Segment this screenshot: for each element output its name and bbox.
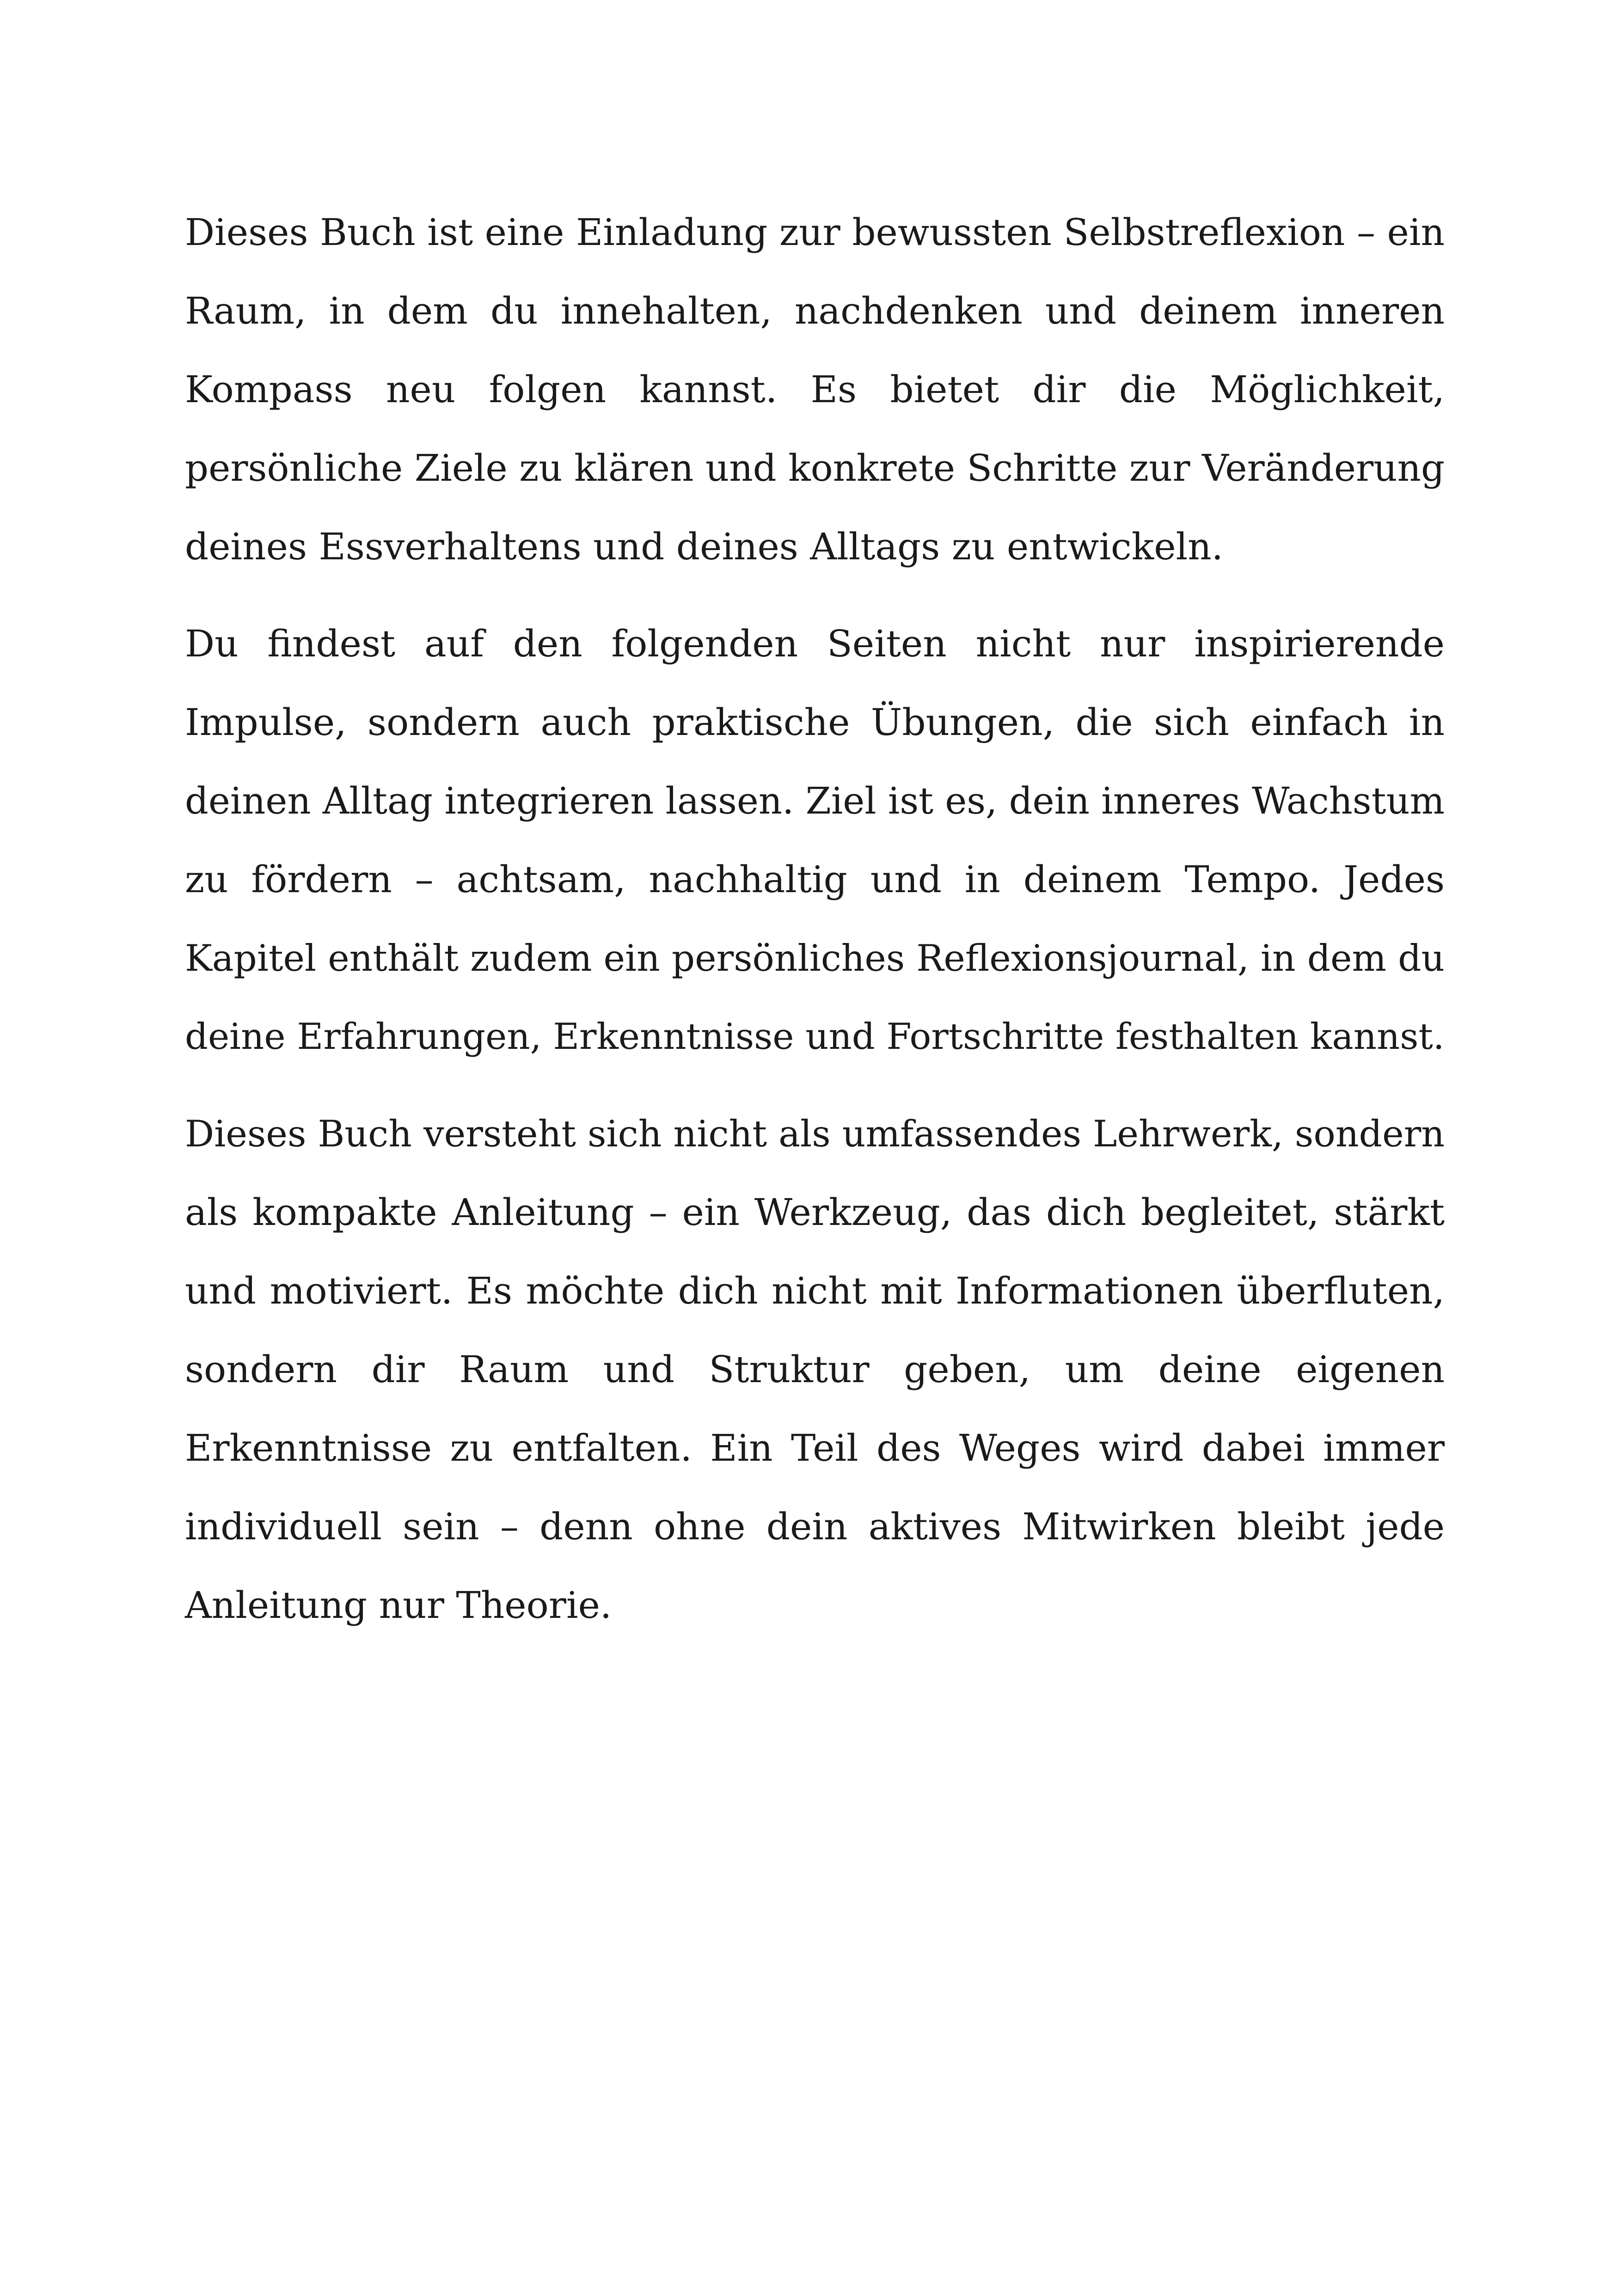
text-line: individuell sein – denn ohne dein aktives Mitwirken bleibt jede bbox=[185, 1505, 1445, 1548]
paragraph-3 bbox=[185, 1095, 1445, 1645]
text-line: deines Essverhaltens und deines Alltags zu entwickeln. bbox=[185, 525, 1224, 568]
text-line: Impulse, sondern auch praktische Übungen, die sich einfach in bbox=[185, 701, 1445, 744]
text-line: persönliche Ziele zu klären und konkrete Schritte zur Veränderung bbox=[185, 447, 1445, 490]
paragraph-1 bbox=[185, 193, 1445, 586]
text-line: zu fördern – achtsam, nachhaltig und in deinem Tempo. Jedes bbox=[185, 858, 1445, 901]
text-line: als kompakte Anleitung – ein Werkzeug, das dich begleitet, stärkt bbox=[185, 1191, 1445, 1234]
text-line: Erkenntnisse zu entfalten. Ein Teil des Weges wird dabei immer bbox=[185, 1427, 1445, 1469]
text-line: Anleitung nur Theorie. bbox=[185, 1584, 612, 1627]
text-line: Raum, in dem du innehalten, nachdenken und deinem inneren bbox=[185, 289, 1445, 332]
text-line: Kapitel enthält zudem ein persönliches Reflexionsjournal, in dem du bbox=[185, 937, 1445, 980]
text-line: und motiviert. Es möchte dich nicht mit Informationen überfluten, bbox=[185, 1269, 1445, 1312]
text-line: Du findest auf den folgenden Seiten nicht nur inspirierende bbox=[185, 622, 1445, 665]
text-line: Kompass neu folgen kannst. Es bietet dir die Möglichkeit, bbox=[185, 368, 1445, 411]
text-line: Dieses Buch versteht sich nicht als umfassendes Lehrwerk, sondern bbox=[185, 1113, 1445, 1155]
text-line: deine Erfahrungen, Erkenntnisse und Fortschritte festhalten kannst. bbox=[185, 1016, 1445, 1058]
text-line: sondern dir Raum und Struktur geben, um deine eigenen bbox=[185, 1348, 1445, 1391]
text-line: deinen Alltag integrieren lassen. Ziel ist es, dein inneres Wachstum bbox=[185, 779, 1445, 822]
paragraph-2 bbox=[185, 605, 1445, 1076]
body-text bbox=[185, 193, 1445, 1645]
text-line: Dieses Buch ist eine Einladung zur bewussten Selbstreflexion – ein bbox=[185, 211, 1445, 254]
